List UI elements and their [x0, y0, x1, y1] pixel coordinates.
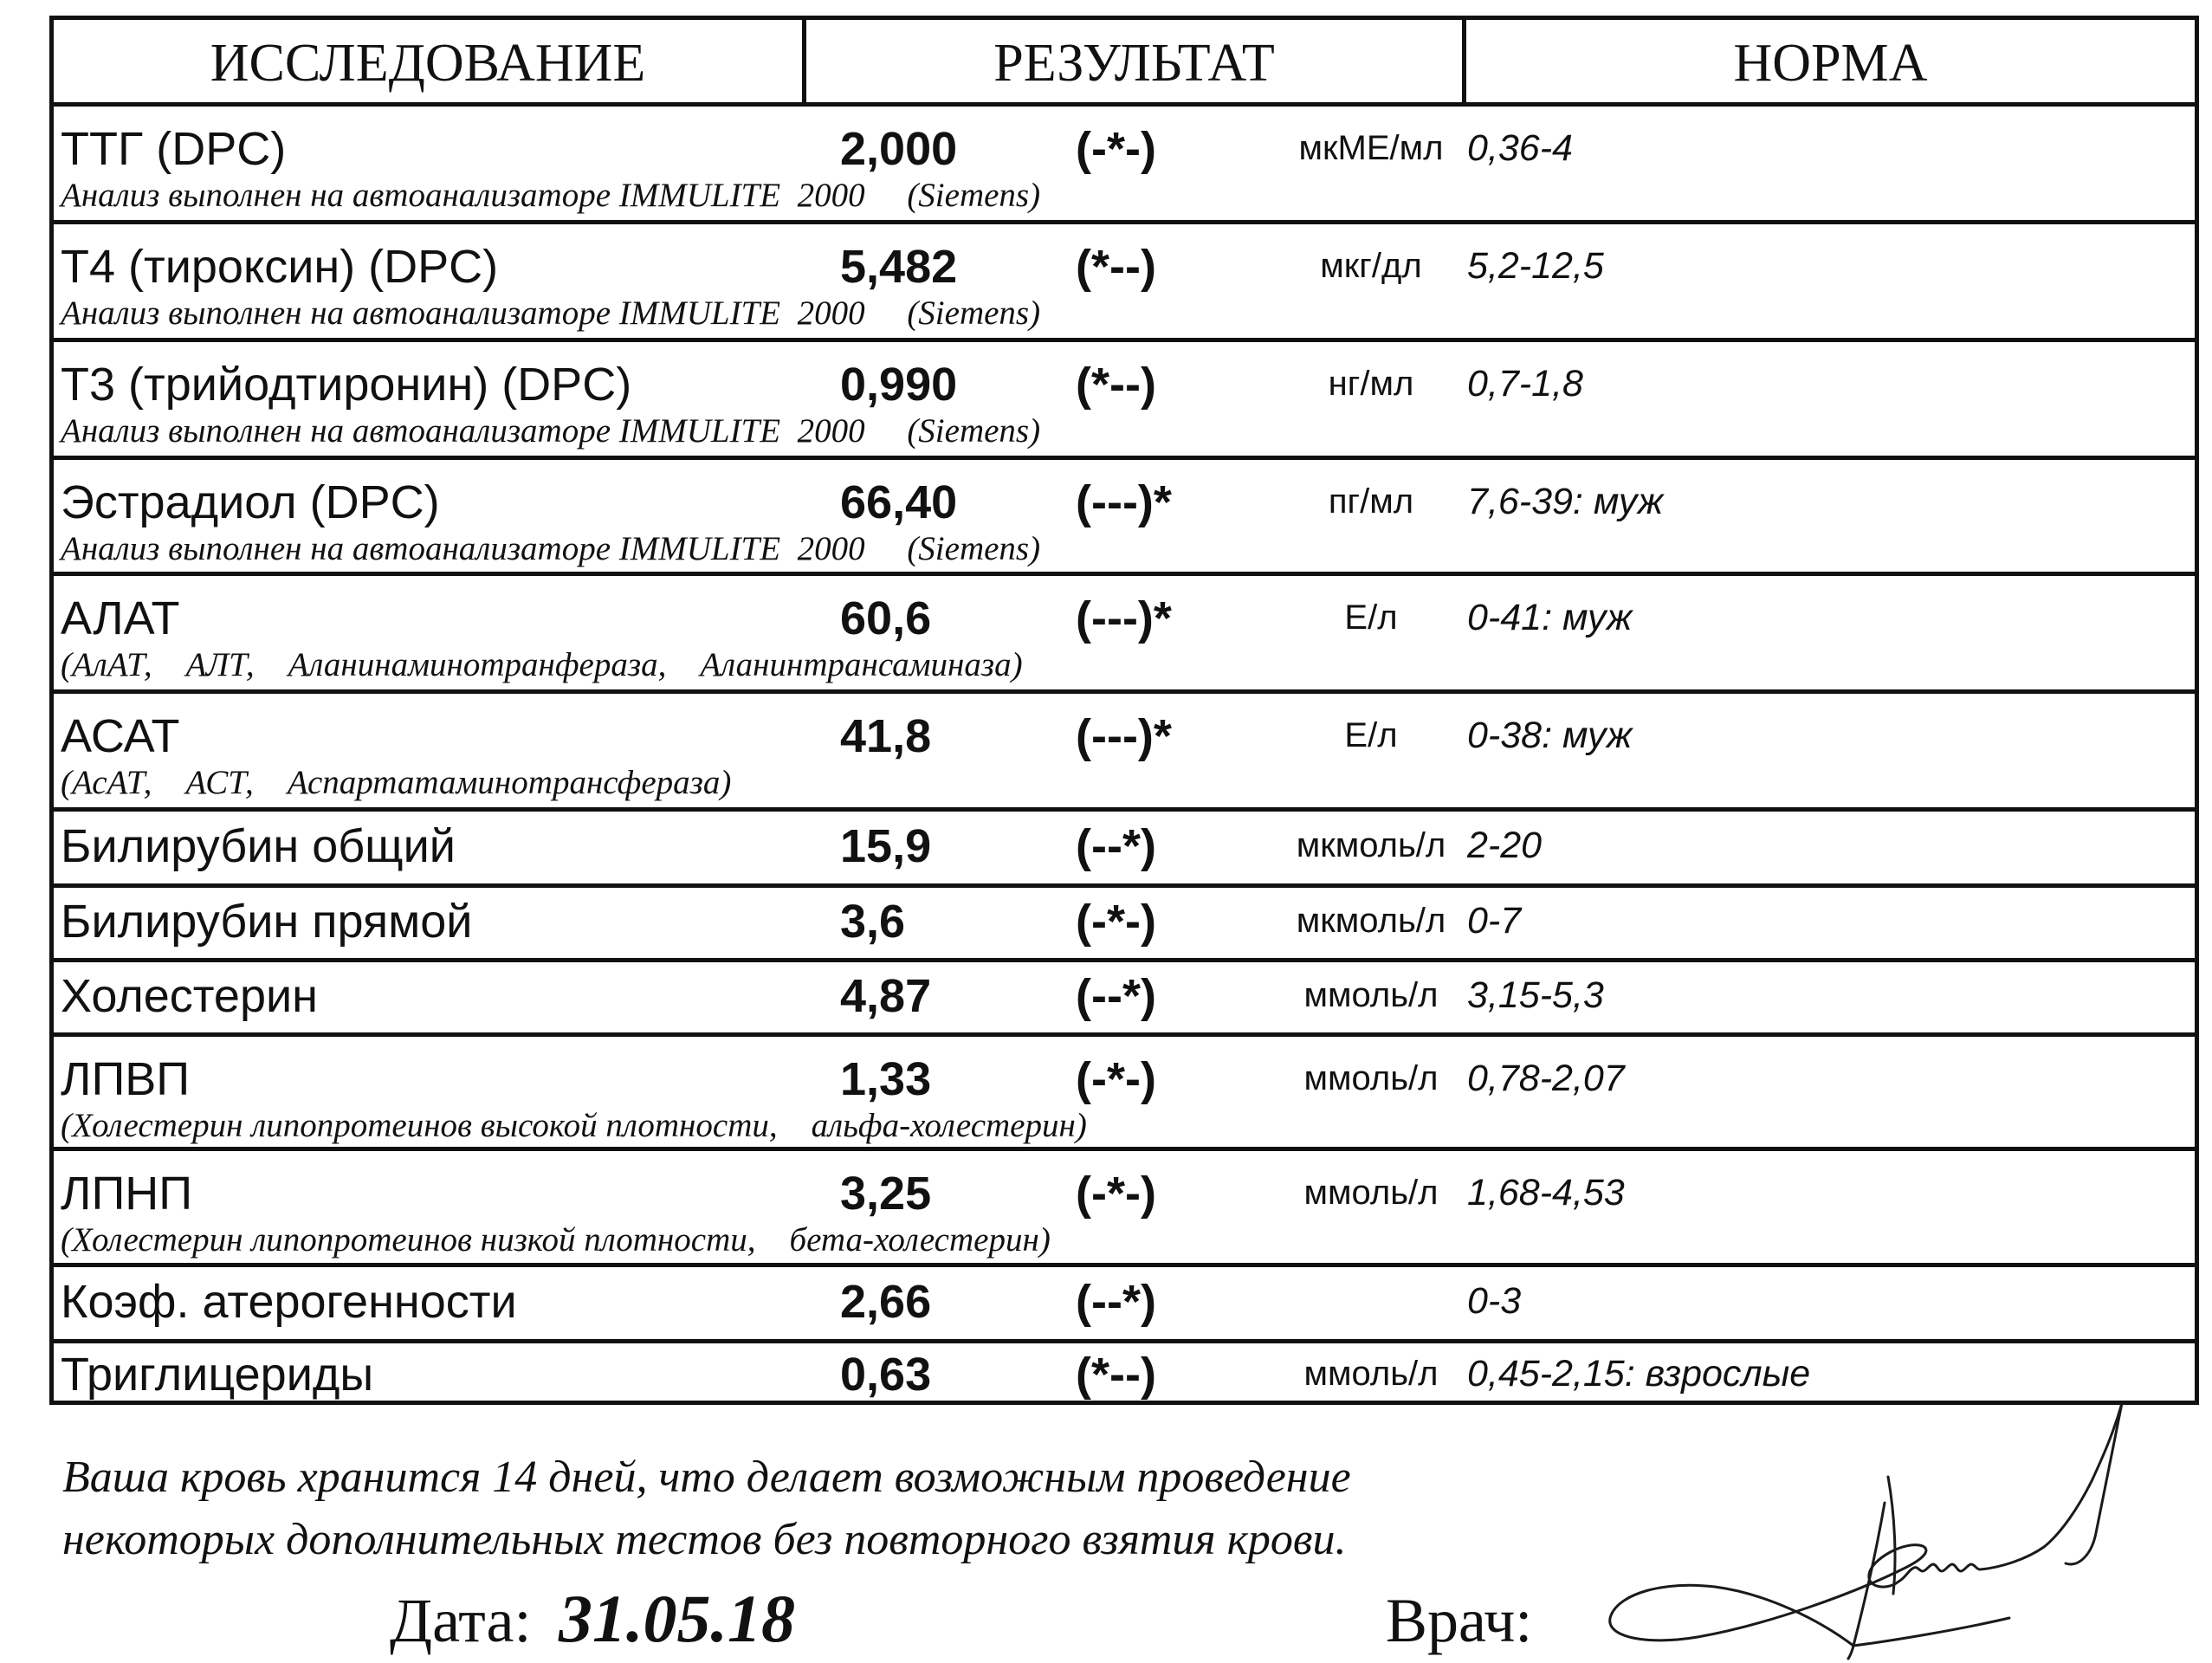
result-unit: ммоль/л — [1303, 1174, 1439, 1212]
result-flag: (*--) — [1076, 359, 1156, 411]
result-unit: ммоль/л — [1303, 1355, 1439, 1393]
test-name: АЛАТ — [61, 592, 180, 644]
reference-range: 0-3 — [1467, 1280, 1522, 1322]
doctor-label: Врач: — [1386, 1586, 1533, 1655]
reference-range: 0,36-4 — [1467, 127, 1573, 169]
result-flag: (-*-) — [1076, 123, 1156, 175]
result-unit: ммоль/л — [1303, 1059, 1439, 1097]
result-flag: (*--) — [1076, 1349, 1156, 1401]
reference-range: 0,45-2,15: взрослые — [1467, 1353, 1811, 1394]
result-unit: мкМЕ/мл — [1298, 129, 1444, 167]
table-row — [54, 224, 2195, 342]
result-value: 66,40 — [840, 476, 958, 528]
result-flag: (---)* — [1076, 710, 1172, 762]
test-note: (АсАТ, АСТ, Аспартатаминотрансфераза) — [61, 764, 732, 801]
result-unit: мкмоль/л — [1296, 902, 1446, 940]
table-row — [54, 962, 2195, 1037]
test-name: ТТГ (DPC) — [61, 123, 287, 175]
result-flag: (---)* — [1076, 476, 1172, 528]
table-row — [54, 342, 2195, 460]
reference-range: 7,6-39: муж — [1467, 481, 1664, 522]
test-note: (Холестерин липопротеинов низкой плотности, бета-холестерин) — [61, 1221, 1051, 1259]
test-name: Холестерин — [61, 970, 318, 1022]
result-value: 2,000 — [840, 123, 958, 175]
test-name: АСАТ — [61, 710, 180, 762]
header-result: РЕЗУЛЬТАТ — [993, 34, 1275, 93]
storage-note — [62, 1446, 1351, 1571]
result-value: 0,63 — [840, 1349, 932, 1401]
test-name: Т4 (тироксин) (DPC) — [61, 241, 499, 293]
table-row — [54, 1151, 2195, 1267]
result-unit: мкмоль/л — [1296, 826, 1446, 864]
reference-range: 0,7-1,8 — [1467, 363, 1583, 404]
result-flag: (-*-) — [1076, 1168, 1156, 1220]
test-name: Билирубин общий — [61, 820, 456, 872]
test-name: ЛПВП — [61, 1053, 191, 1105]
test-note: Анализ выполнен на автоанализаторе IMMULITE 2000 (Siemens) — [61, 530, 1041, 567]
result-value: 4,87 — [840, 970, 932, 1022]
result-unit: Е/л — [1344, 716, 1398, 754]
result-value: 41,8 — [840, 710, 932, 762]
result-unit: Е/л — [1344, 599, 1398, 637]
test-note: (Холестерин липопротеинов высокой плотности, альфа-холестерин) — [61, 1107, 1087, 1144]
reference-range: 0-38: муж — [1467, 715, 1633, 756]
test-name: Триглицериды — [61, 1349, 374, 1401]
test-name: Билирубин прямой — [61, 896, 473, 948]
result-value: 60,6 — [840, 592, 932, 644]
result-flag: (--*) — [1076, 820, 1156, 872]
header-norm: НОРМА — [1733, 34, 1928, 93]
result-flag: (--*) — [1076, 1276, 1156, 1328]
reference-range: 0-7 — [1467, 900, 1522, 942]
header-study: ИССЛЕДОВАНИЕ — [210, 34, 646, 93]
result-value: 2,66 — [840, 1276, 932, 1328]
table-header — [54, 20, 2195, 107]
table-row — [54, 1267, 2195, 1343]
reference-range: 5,2-12,5 — [1467, 245, 1604, 287]
result-flag: (-*-) — [1076, 896, 1156, 948]
result-unit: мкг/дл — [1320, 247, 1422, 285]
result-unit: ммоль/л — [1303, 976, 1439, 1014]
table-row — [54, 107, 2195, 224]
doctor-signature — [1594, 1386, 2148, 1663]
table-row — [54, 694, 2195, 812]
test-note: Анализ выполнен на автоанализаторе IMMULITE 2000 (Siemens) — [61, 294, 1041, 332]
table-row — [54, 460, 2195, 576]
result-value: 3,25 — [840, 1168, 932, 1220]
date-value: 31.05.18 — [559, 1581, 795, 1656]
date-label: Дата: — [390, 1586, 532, 1655]
result-value: 15,9 — [840, 820, 932, 872]
table-row — [54, 576, 2195, 694]
reference-range: 0,78-2,07 — [1467, 1058, 1625, 1099]
reference-range: 1,68-4,53 — [1467, 1172, 1625, 1213]
storage-note-line-2: некоторых дополнительных тестов без повторного взятия крови. — [62, 1515, 1347, 1564]
reference-range: 0-41: муж — [1467, 597, 1633, 638]
result-flag: (--*) — [1076, 970, 1156, 1022]
reference-range: 2-20 — [1467, 825, 1543, 866]
table-row — [54, 1037, 2195, 1151]
test-name: ЛПНП — [61, 1168, 193, 1220]
storage-note-line-1: Ваша кровь хранится 14 дней, что делает возможным проведение — [62, 1453, 1351, 1502]
result-value: 0,990 — [840, 359, 958, 411]
reference-range: 3,15-5,3 — [1467, 974, 1604, 1016]
test-name: Коэф. атерогенности — [61, 1276, 517, 1328]
result-flag: (---)* — [1076, 592, 1172, 644]
result-value: 3,6 — [840, 896, 906, 948]
result-unit: нг/мл — [1328, 365, 1414, 403]
results-table — [49, 16, 2199, 1405]
test-note: (АлАТ, АЛТ, Аланинаминотранфераза, Аланинтрансаминаза) — [61, 646, 1023, 683]
result-value: 5,482 — [840, 241, 958, 293]
test-note: Анализ выполнен на автоанализаторе IMMULITE 2000 (Siemens) — [61, 177, 1041, 214]
result-flag: (-*-) — [1076, 1053, 1156, 1105]
test-name: Т3 (трийодтиронин) (DPC) — [61, 359, 632, 411]
table-row — [54, 888, 2195, 962]
result-unit: пг/мл — [1328, 482, 1414, 521]
result-flag: (*--) — [1076, 241, 1156, 293]
result-value: 1,33 — [840, 1053, 932, 1105]
table-row — [54, 812, 2195, 888]
test-name: Эстрадиол (DPC) — [61, 476, 440, 528]
test-note: Анализ выполнен на автоанализаторе IMMULITE 2000 (Siemens) — [61, 412, 1041, 450]
